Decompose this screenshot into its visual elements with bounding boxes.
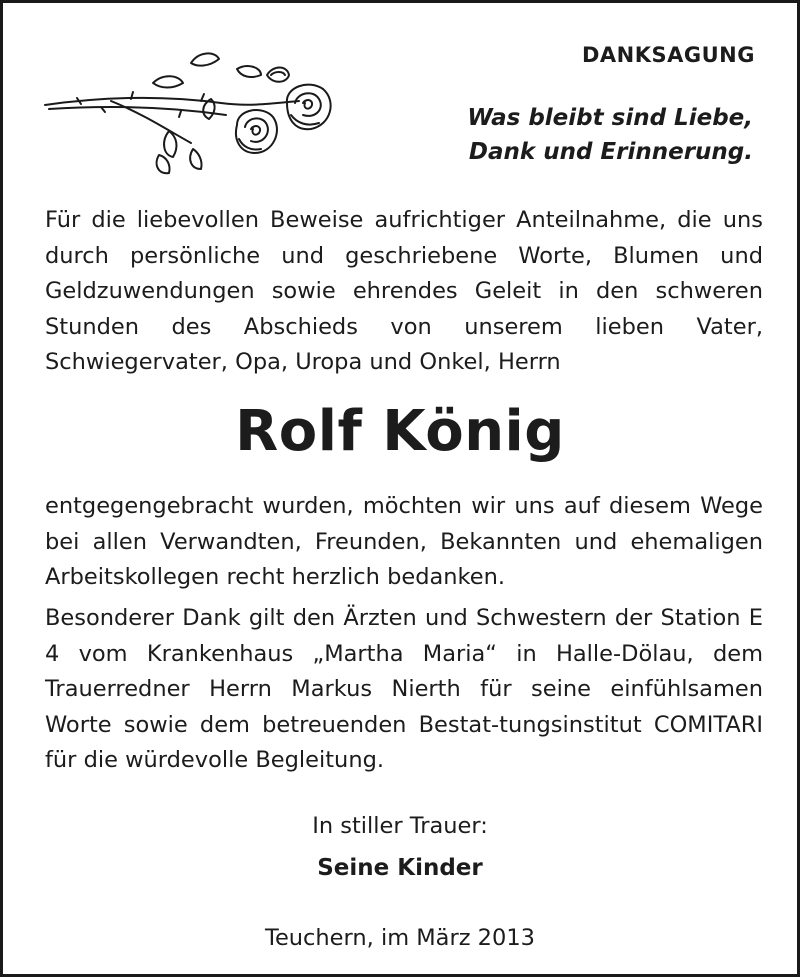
intro-paragraph: Für die liebevollen Beweise aufrichtiger Anteilnahme, die uns durch persönliche und geschriebene Worte, Blumen und Geldzuwendungen sowie ehrendes Geleit in den schweren Stunden des Abschieds von unserem lieben Vater, Schwiegervater, Opa, Uropa und Onkel, Herrn xyxy=(45,207,763,376)
notice-heading: DANKSAGUNG xyxy=(581,43,755,67)
motto-line: Was bleibt sind Liebe, xyxy=(467,105,753,131)
deceased-name: Rolf König xyxy=(235,399,565,464)
motto-line: Dank und Erinnerung. xyxy=(468,139,753,165)
motto xyxy=(413,101,753,169)
mourning-line: In stiller Trauer: xyxy=(312,813,488,839)
signers: Seine Kinder xyxy=(317,855,483,881)
place-date: Teuchern, im März 2013 xyxy=(265,925,535,951)
special-thanks-paragraph: Besonderer Dank gilt den Ärzten und Schwestern der Station E 4 vom Krankenhaus „Martha Maria“ in Halle-Dölau, dem Trauerredner Herrn Markus Nierth für seine einfühlsamen Worte sowie dem betreuenden Bestat-tungsinstitut COMITARI für die würdevolle Begleitung. xyxy=(45,605,763,774)
thanks-paragraph: entgegengebracht wurden, möchten wir uns auf diesem Wege bei allen Verwandten, Freunden, Bekannten und ehemaligen Arbeitskollegen recht herzlich bedanken. xyxy=(45,493,763,591)
roses-illustration-icon xyxy=(41,43,341,178)
